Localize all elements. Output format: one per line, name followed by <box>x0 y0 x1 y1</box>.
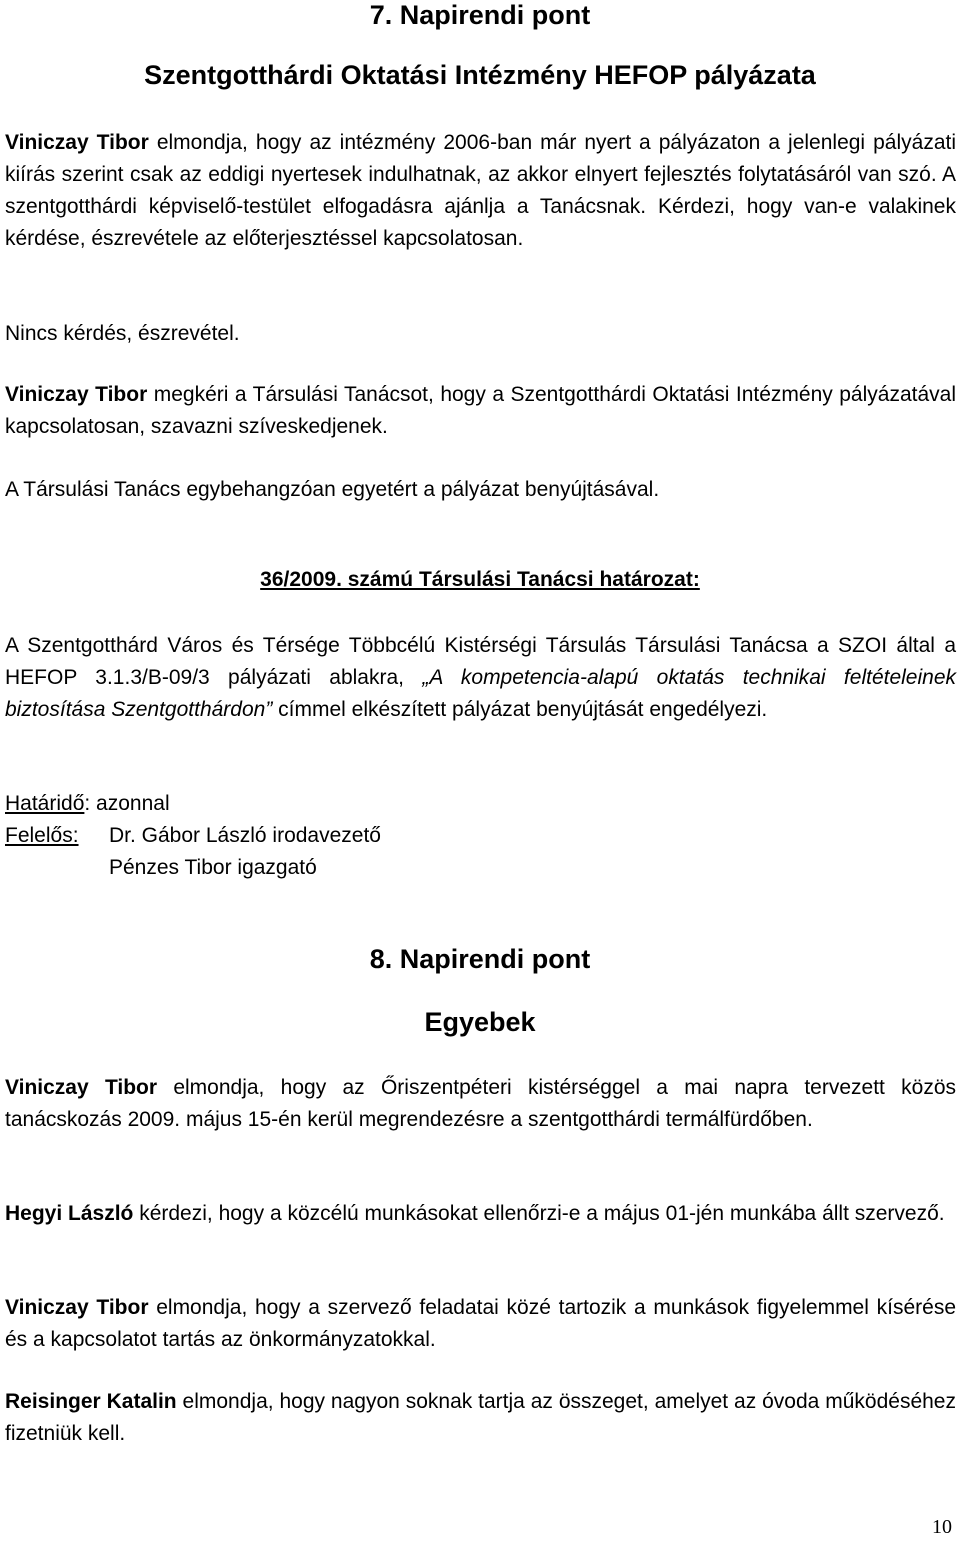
paragraph-text: megkéri a Társulási Tanácsot, hogy a Szentgotthárdi Oktatási Intézmény pályázatával kapcsolatosan, szavazni szíveskedjenek. <box>5 383 956 438</box>
deadline-label: Határidő <box>5 792 85 815</box>
paragraph <box>5 127 956 255</box>
paragraph: A Társulási Tanács egybehangzóan egyetért a pályázat benyújtásával. <box>5 478 660 501</box>
resolution-text <box>5 630 956 726</box>
speaker-name: Viniczay Tibor <box>5 1296 149 1319</box>
page-number: 10 <box>932 1516 952 1538</box>
responsible-label: Felelős: <box>5 824 79 847</box>
agenda-item-8-heading: 8. Napirendi pont <box>369 944 591 974</box>
deadline-value: : azonnal <box>84 792 170 815</box>
responsible-person-1: Dr. Gábor László irodavezető <box>109 824 381 847</box>
paragraph <box>5 1386 956 1450</box>
agenda-item-7-title: Szentgotthárdi Oktatási Intézmény HEFOP pályázata <box>144 60 816 90</box>
project-title: „A kompetencia-alapú oktatás technikai feltételeinek biztosítása Szentgotthárdon” <box>5 666 957 721</box>
paragraph-text: elmondja, hogy a szervező feladatai közé tartozik a munkások figyelemmel kísérése és a kapcsolatot tartás az önkormányzatokkal. <box>5 1296 956 1351</box>
paragraph: Nincs kérdés, észrevétel. <box>5 322 240 345</box>
responsible-person-2: Pénzes Tibor igazgató <box>109 856 317 879</box>
deadline-line <box>5 788 170 820</box>
paragraph-text: kérdezi, hogy a közcélú munkásokat ellenőrzi-e a május 01-jén munkába állt szervező. <box>133 1202 945 1225</box>
speaker-name: Viniczay Tibor <box>5 383 148 406</box>
agenda-item-8-title: Egyebek <box>424 1007 536 1037</box>
resolution-heading: 36/2009. számú Társulási Tanácsi határozat: <box>260 568 700 591</box>
resolution-text-part: A Szentgotthárd Város és Térsége Többcélú Kistérségi Társulás Társulási Tanácsa a SZOI által a HEFOP 3.1.3/B-09/3 pályázati ablakra, <box>5 634 956 689</box>
speaker-name: Viniczay Tibor <box>5 1076 158 1099</box>
responsible-line <box>5 820 79 852</box>
paragraph-text: elmondja, hogy az intézmény 2006-ban már nyert a pályázaton a jelenlegi pályázati kiírás szerint csak az eddigi nyertesek indulhatnak, az akkor elnyert fejlesztés folytatásáról van szó. A szentgotthárdi képviselő-testület elfogadásra ajánlja a Tanácsnak. Kérdezi, hogy van-e valakinek kérdése, észrevétele az előterjesztéssel kapcsolatosan. <box>5 131 957 250</box>
paragraph <box>5 1292 956 1356</box>
paragraph <box>5 1198 956 1230</box>
paragraph-text: elmondja, hogy nagyon soknak tartja az összeget, amelyet az óvoda működéséhez fizetniük kell. <box>5 1390 956 1445</box>
speaker-name: Hegyi László <box>5 1202 134 1225</box>
paragraph <box>5 379 956 443</box>
speaker-name: Reisinger Katalin <box>5 1390 177 1413</box>
speaker-name: Viniczay Tibor <box>5 131 149 154</box>
resolution-text-part: címmel elkészített pályázat benyújtását engedélyezi. <box>272 698 768 721</box>
paragraph-text: elmondja, hogy az Őriszentpéteri kistérséggel a mai napra tervezett közös tanácskozás 2009. május 15-én kerül megrendezésre a szentgotthárdi termálfürdőben. <box>5 1076 957 1131</box>
agenda-item-7-heading: 7. Napirendi pont <box>369 0 591 30</box>
paragraph <box>5 1072 956 1136</box>
